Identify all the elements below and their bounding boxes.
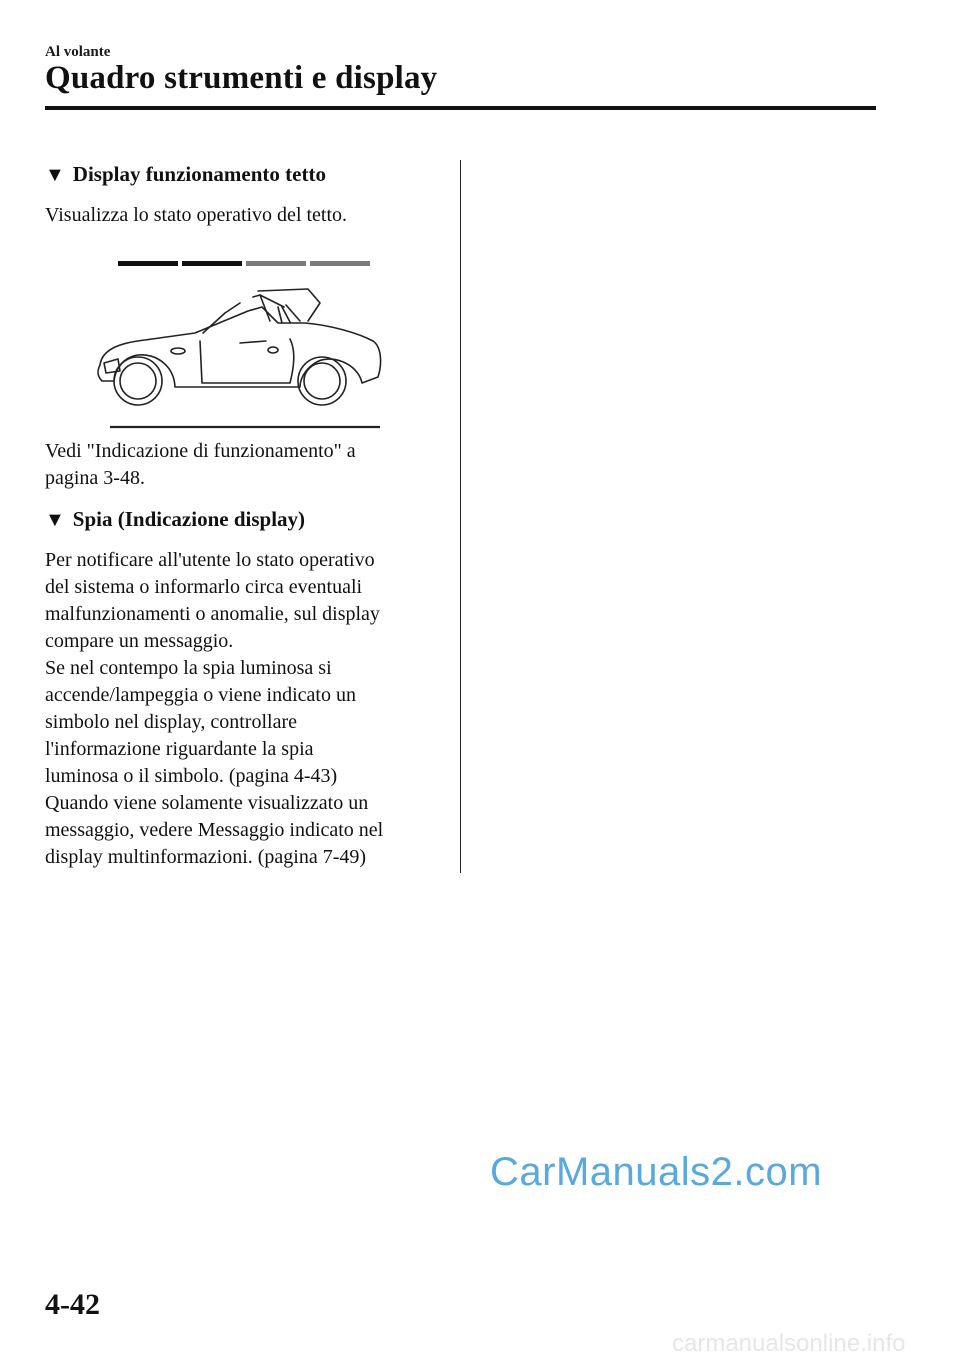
- body-line: simbolo nel display, controllare: [45, 711, 297, 733]
- body-line: Quando viene solamente visualizzato un: [45, 792, 369, 814]
- roof-intro-text: [45, 202, 445, 229]
- section-heading-warning-light: [45, 507, 305, 532]
- triangle-down-icon: ▼: [45, 164, 65, 186]
- roof-intro-line: Visualizza lo stato operativo del tetto.: [45, 204, 348, 226]
- roof-reference-line-1: Vedi "Indicazione di funzionamento" a: [45, 440, 356, 462]
- watermark-logo: CarManuals2.com: [490, 1150, 823, 1194]
- body-line: Se nel contempo la spia luminosa si: [45, 657, 332, 679]
- footer-site-watermark: carmanualsonline.info: [672, 1330, 906, 1357]
- page-number: 4-42: [45, 1288, 100, 1321]
- roof-operation-illustration: [90, 255, 390, 435]
- body-line: accende/lampeggia o viene indicato un: [45, 684, 356, 706]
- indicator-segment-3: [246, 261, 306, 266]
- body-line: malfunzionamenti o anomalie, sul display: [45, 603, 380, 625]
- body-line: display multinformazioni. (pagina 7-49): [45, 846, 367, 868]
- car-silhouette-icon: [98, 289, 381, 405]
- roof-reference-text: [45, 438, 445, 492]
- indicator-segment-2: [182, 261, 242, 266]
- indicator-segment-1: [118, 261, 178, 266]
- body-line: del sistema o informarlo circa eventuali: [45, 576, 363, 598]
- column-divider: [460, 160, 461, 873]
- body-line: luminosa o il simbolo. (pagina 4-43): [45, 765, 338, 787]
- body-line: l'informazione riguardante la spia: [45, 738, 314, 760]
- triangle-down-icon: ▼: [45, 509, 65, 531]
- body-line: Per notificare all'utente lo stato operativo: [45, 549, 375, 571]
- body-line: messaggio, vedere Messaggio indicato nel: [45, 819, 384, 841]
- indicator-segment-4: [310, 261, 370, 266]
- body-line: compare un messaggio.: [45, 630, 234, 652]
- roof-reference-line-2: pagina 3-48.: [45, 467, 145, 489]
- section-heading-roof: [45, 162, 326, 187]
- warning-light-body-text: [45, 547, 445, 871]
- roof-progress-indicator: [118, 261, 370, 266]
- section-heading-warning-light-label: Spia (Indicazione display): [72, 507, 306, 531]
- section-heading-roof-label: Display funzionamento tetto: [72, 162, 326, 186]
- title-rule: [45, 106, 876, 110]
- breadcrumb: Al volante: [45, 44, 111, 60]
- page-title: Quadro strumenti e display: [45, 60, 438, 96]
